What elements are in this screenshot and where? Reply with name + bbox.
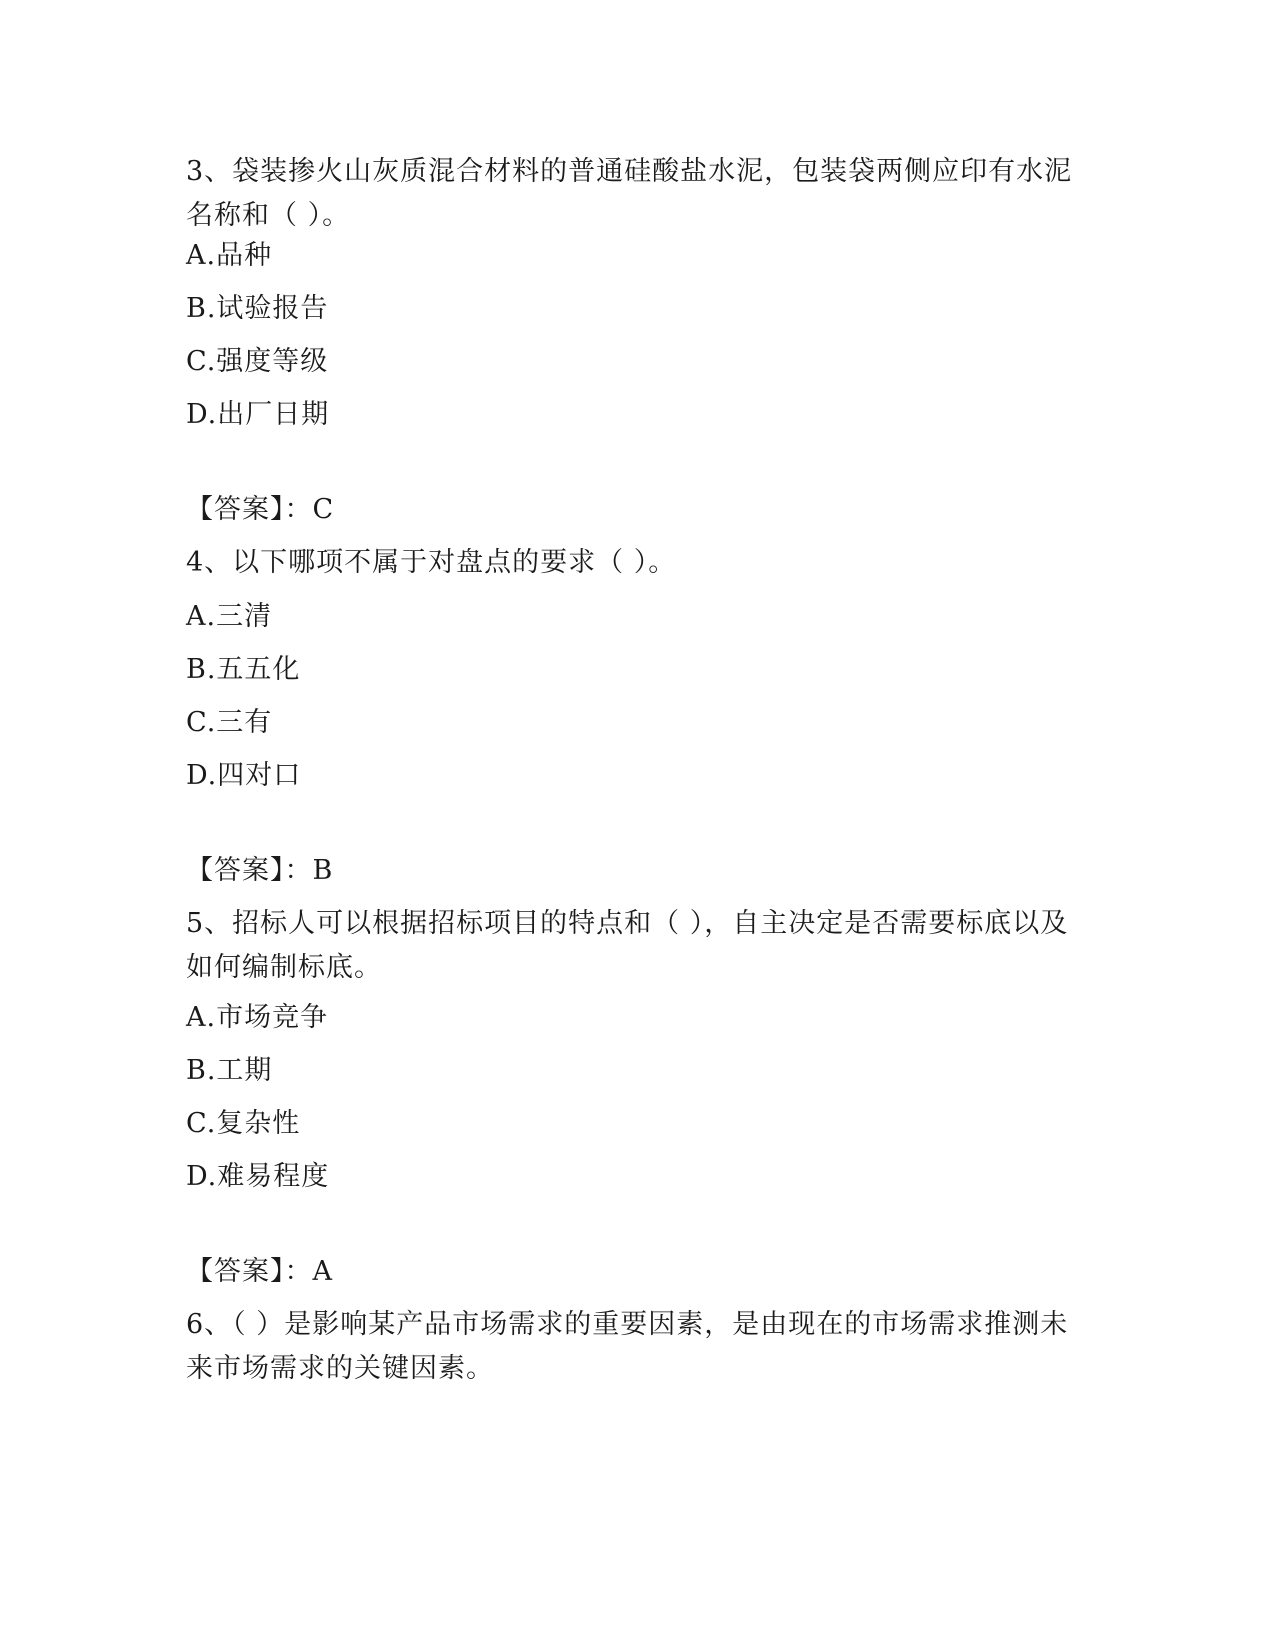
question-5-option-d: D.难易程度 — [186, 1161, 330, 1192]
question-6-stem: 6、（ ）是影响某产品市场需求的重要因素，是由现在的市场需求推测未来市场需求的关键因素。 — [186, 1309, 1069, 1384]
question-3-option-d: D.出厂日期 — [186, 399, 330, 430]
question-5-option-a: A.市场竞争 — [186, 1002, 329, 1033]
question-4-option-b: B.五五化 — [186, 654, 301, 685]
question-5-stem: 5、招标人可以根据招标项目的特点和（ ），自主决定是否需要标底以及如何编制标底。 — [186, 908, 1069, 983]
question-4-answer: 【答案】：B — [186, 855, 334, 886]
question-5-option-b: B.工期 — [186, 1055, 273, 1086]
question-5-option-c: C.复杂性 — [186, 1108, 301, 1139]
question-3-stem: 3、袋装掺火山灰质混合材料的普通硅酸盐水泥，包装袋两侧应印有水泥名称和（ ）。 — [186, 156, 1073, 231]
question-3-option-a: A.品种 — [186, 240, 273, 271]
question-4-stem: 4、以下哪项不属于对盘点的要求（ ）。 — [186, 547, 677, 578]
question-4-option-a: A.三清 — [186, 601, 273, 632]
question-4-option-c: C.三有 — [186, 707, 273, 738]
question-3-option-b: B.试验报告 — [186, 293, 329, 324]
question-3-option-c: C.强度等级 — [186, 346, 329, 377]
question-5-answer: 【答案】：A — [186, 1256, 333, 1287]
question-4-option-d: D.四对口 — [186, 760, 302, 791]
question-3-answer: 【答案】：C — [186, 494, 335, 525]
